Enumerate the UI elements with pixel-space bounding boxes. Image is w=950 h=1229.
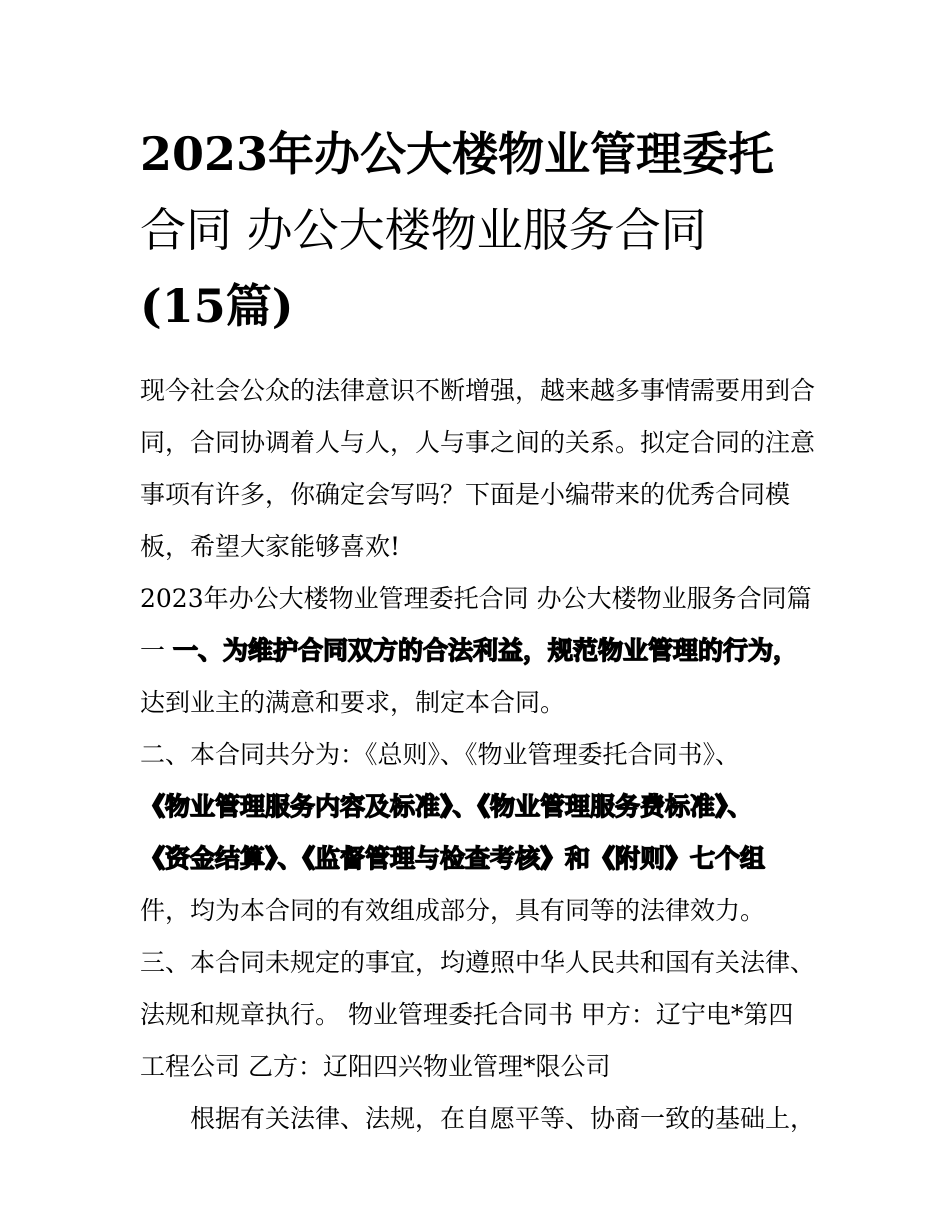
title-line-1: 2023年办公大楼物业管理委托 bbox=[140, 127, 775, 181]
document-title bbox=[140, 116, 820, 344]
section-2-line-4: 件，均为本合同的有效组成部分，具有同等的法律效力。 bbox=[140, 896, 766, 925]
intro-line-2: 同，合同协调着人与人，人与事之间的关系。拟定合同的注意 bbox=[140, 428, 816, 457]
intro-line-1: 现今社会公众的法律意识不断增强，越来越多事情需要用到合 bbox=[140, 376, 816, 405]
section-1-prefix: 一 bbox=[140, 636, 173, 665]
section-3-line-2: 法规和规章执行。 物业管理委托合同书 甲方：辽宁电*第四 bbox=[140, 1000, 794, 1029]
document-page bbox=[140, 116, 820, 1145]
section-1-line-2: 达到业主的满意和要求，制定本合同。 bbox=[140, 688, 566, 717]
section-3-line-1: 三、本合同未规定的事宜，均遵照中华人民共和国有关法律、 bbox=[140, 948, 816, 977]
section-2-line-1: 二、本合同共分为：《总则》、《物业管理委托合同书》、 bbox=[140, 740, 741, 769]
paragraph-start: 根据有关法律、法规，在自愿平等、协商一致的基础上， bbox=[190, 1104, 816, 1133]
section-3-line-3: 工程公司 乙方：辽阳四兴物业管理*限公司 bbox=[140, 1052, 611, 1081]
article-heading: 2023年办公大楼物业管理委托合同 办公大楼物业服务合同篇 bbox=[140, 584, 812, 613]
intro-line-3: 事项有许多，你确定会写吗？下面是小编带来的优秀合同模 bbox=[140, 480, 791, 509]
intro-line-4: 板，希望大家能够喜欢! bbox=[140, 532, 401, 561]
title-line-3: (15篇) bbox=[140, 279, 294, 333]
section-1-line-1 bbox=[140, 625, 820, 677]
section-2-line-2: 《物业管理服务内容及标准》、《物业管理服务费标准》、 bbox=[140, 792, 753, 821]
title-line-2: 合同 办公大楼物业服务合同 bbox=[140, 203, 707, 257]
section-2-line-3: 《资金结算》、《监督管理与检查考核》和《附则》七个组 bbox=[140, 844, 766, 873]
document-body bbox=[140, 365, 820, 1145]
section-1-outlined-text: 一、为维护合同双方的合法利益，规范物业管理的行为， bbox=[172, 636, 798, 665]
